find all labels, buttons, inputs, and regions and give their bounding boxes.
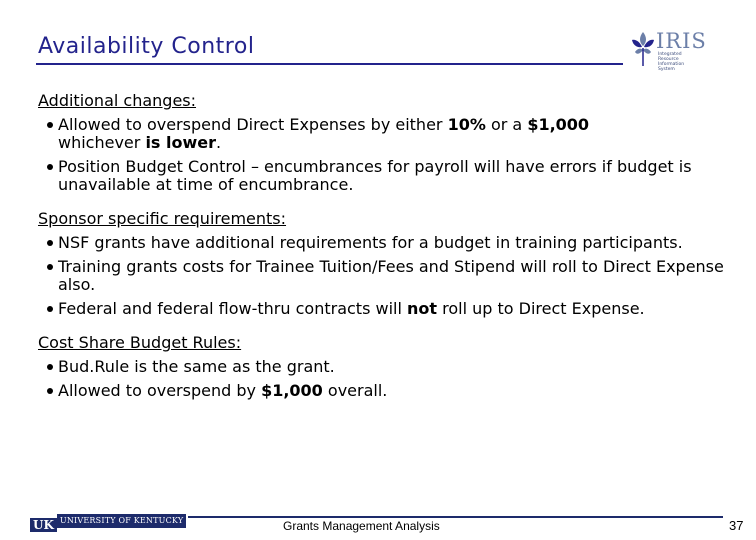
footer-rule [188,516,723,518]
iris-tagline: Integrated Resource Information System [658,52,685,72]
bullet-emphasis: 10% [447,115,486,134]
bullet-text: Training grants costs for Trainee Tuition/Fees and Stipend will roll to Direct Expense also. [58,257,724,294]
section-additional-changes [38,92,728,194]
section-heading: Cost Share Budget Rules: [38,333,242,352]
section-heading: Additional changes: [38,91,197,110]
bullet-text: NSF grants have additional requirements for a budget in training participants. [58,233,683,252]
bullet-item [38,234,728,252]
slide-title: Availability Control [38,34,255,59]
section-heading: Sponsor specific requirements: [38,209,287,228]
bullet-text: Allowed to overspend Direct Expenses by either [58,115,448,134]
bullet-item [38,116,728,152]
bullet-text: whichever [58,133,146,152]
footer-title: Grants Management Analysis [283,519,440,533]
slide-body [38,92,728,416]
bullet-text: . [216,133,222,152]
uk-wordmark: UNIVERSITY OF KENTUCKY [57,514,186,528]
section-cost-share-rules [38,334,728,400]
iris-logo [628,28,707,72]
bullet-text: roll up to Direct Expense. [437,299,645,318]
bullet-emphasis: not [407,299,438,318]
title-underline [36,63,623,65]
iris-flower-icon [628,28,658,68]
uk-logo [30,514,186,533]
bullet-emphasis: is lower [145,133,217,152]
bullet-text: Allowed to overspend by [58,381,262,400]
bullet-text: Federal and federal flow-thru contracts will [58,299,407,318]
bullet-emphasis: $1,000 [261,381,323,400]
bullet-emphasis: $1,000 [527,115,590,134]
iris-wordmark: IRIS [656,29,707,53]
bullet-item [38,158,728,194]
bullet-item [38,358,728,376]
bullet-item [38,258,728,294]
uk-mark: UK [30,518,57,532]
bullet-item [38,382,728,400]
bullet-item [38,300,728,318]
bullet-text: or a [485,115,528,134]
section-sponsor-requirements [38,210,728,318]
bullet-text: overall. [322,381,388,400]
bullet-text: Bud.Rule is the same as the grant. [58,357,335,376]
bullet-text: Position Budget Control – encumbrances for payroll will have errors if budget is unavailable at time of encumbrance. [58,157,692,194]
page-number: 37 [729,518,744,533]
